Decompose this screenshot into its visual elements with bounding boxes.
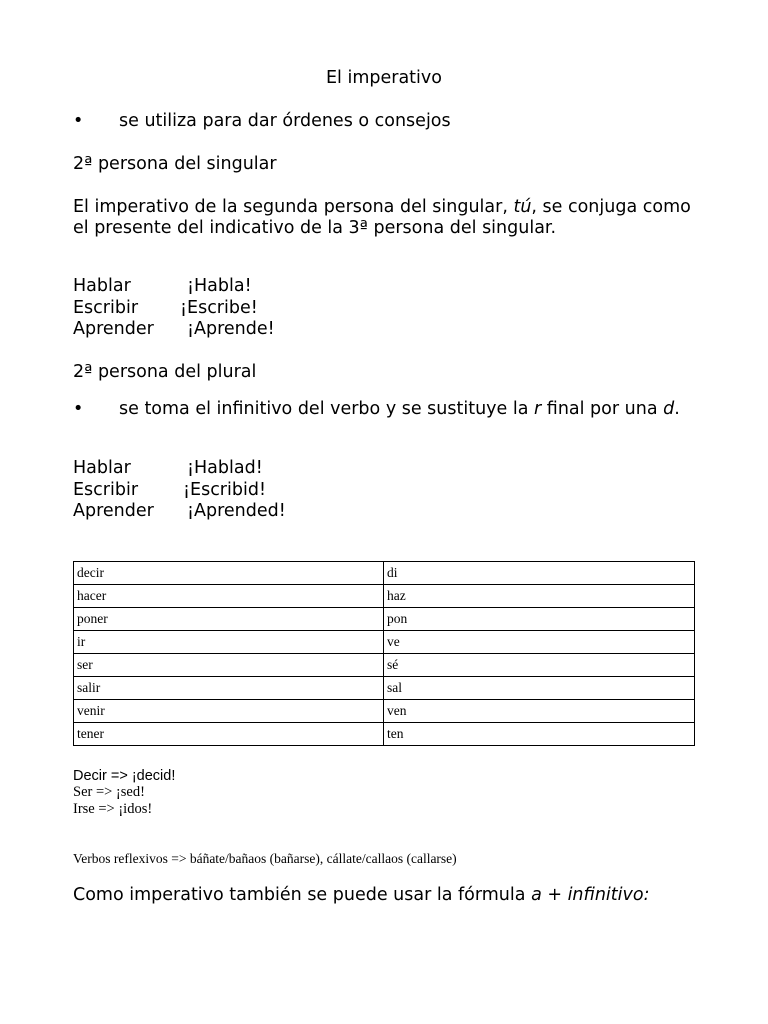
example-imperative: ¡Aprende! — [187, 319, 275, 339]
table-row — [74, 677, 695, 700]
table-cell-infinitive: ir — [74, 631, 384, 654]
example-imperative: ¡Hablad! — [187, 458, 263, 478]
table-row — [74, 723, 695, 746]
example-row — [73, 501, 286, 523]
letter-d: d — [663, 399, 675, 419]
example-imperative: ¡Aprended! — [187, 501, 286, 521]
example-infinitive: Hablar — [73, 458, 131, 478]
irregular-verbs-table — [73, 561, 695, 746]
table-cell-imperative: ve — [384, 631, 695, 654]
example-infinitive: Aprender — [73, 501, 154, 521]
section-heading-singular: 2ª persona del singular — [73, 154, 277, 174]
example-infinitive: Escribir — [73, 479, 139, 500]
table-cell-infinitive: poner — [74, 608, 384, 631]
plural-examples — [73, 458, 286, 523]
note-ser: Ser => ¡sed! — [73, 784, 145, 800]
table-cell-imperative: sal — [384, 677, 695, 700]
final-formula-paragraph — [73, 884, 693, 906]
final-text: Como imperativo también se puede usar la fórmula — [73, 885, 532, 905]
table-row — [74, 585, 695, 608]
example-row — [73, 458, 263, 480]
singular-paragraph-part1: El imperativo de la segunda persona del singular, — [73, 197, 514, 217]
bullet-usage — [73, 111, 693, 132]
example-row — [73, 276, 252, 298]
singular-paragraph-part2: , se conjuga como el presente del indicativo de la 3ª persona del singular. — [73, 197, 691, 238]
example-row — [73, 479, 266, 502]
singular-paragraph — [73, 197, 693, 239]
example-infinitive: Hablar — [73, 276, 131, 296]
table-cell-imperative: ven — [384, 700, 695, 723]
example-imperative: ¡Habla! — [187, 276, 252, 296]
bullet-icon: • — [73, 399, 84, 419]
note-irse: Irse => ¡idos! — [73, 801, 153, 817]
table-cell-infinitive: tener — [74, 723, 384, 746]
example-infinitive: Aprender — [73, 319, 154, 339]
note-decir: Decir => ¡decid! — [73, 768, 176, 784]
example-row — [73, 319, 275, 341]
table-row — [74, 608, 695, 631]
table-row — [74, 562, 695, 585]
table-row — [74, 700, 695, 723]
bullet-plural-rule-text: se toma el infinitivo del verbo y se sustituye la r final por una d. — [119, 399, 680, 419]
example-imperative: ¡Escribid! — [183, 479, 266, 500]
section-heading-plural: 2ª persona del plural — [73, 362, 257, 382]
table-cell-imperative: ten — [384, 723, 695, 746]
example-imperative: ¡Escribe! — [180, 297, 258, 318]
table-cell-infinitive: ser — [74, 654, 384, 677]
table-cell-infinitive: decir — [74, 562, 384, 585]
table-cell-imperative: di — [384, 562, 695, 585]
table-cell-infinitive: salir — [74, 677, 384, 700]
table-row — [74, 631, 695, 654]
singular-examples — [73, 276, 275, 341]
singular-paragraph-tu: tú — [513, 197, 532, 217]
bullet-icon: • — [73, 111, 84, 131]
bullet-plural-rule — [73, 399, 693, 420]
reflexive-verbs-note: Verbos reflexivos => báñate/bañaos (bañarse), cállate/callaos (callarse) — [73, 851, 457, 866]
table-cell-infinitive: hacer — [74, 585, 384, 608]
table-row — [74, 654, 695, 677]
example-infinitive: Escribir — [73, 297, 139, 318]
table-cell-infinitive: venir — [74, 700, 384, 723]
example-row — [73, 297, 258, 320]
letter-r: r — [534, 399, 542, 419]
table-cell-imperative: sé — [384, 654, 695, 677]
bullet-usage-text: se utiliza para dar órdenes o consejos — [119, 111, 451, 131]
table-cell-imperative: haz — [384, 585, 695, 608]
final-formula: a + infinitivo: — [531, 885, 650, 905]
page-title: El imperativo — [326, 68, 442, 88]
table-cell-imperative: pon — [384, 608, 695, 631]
